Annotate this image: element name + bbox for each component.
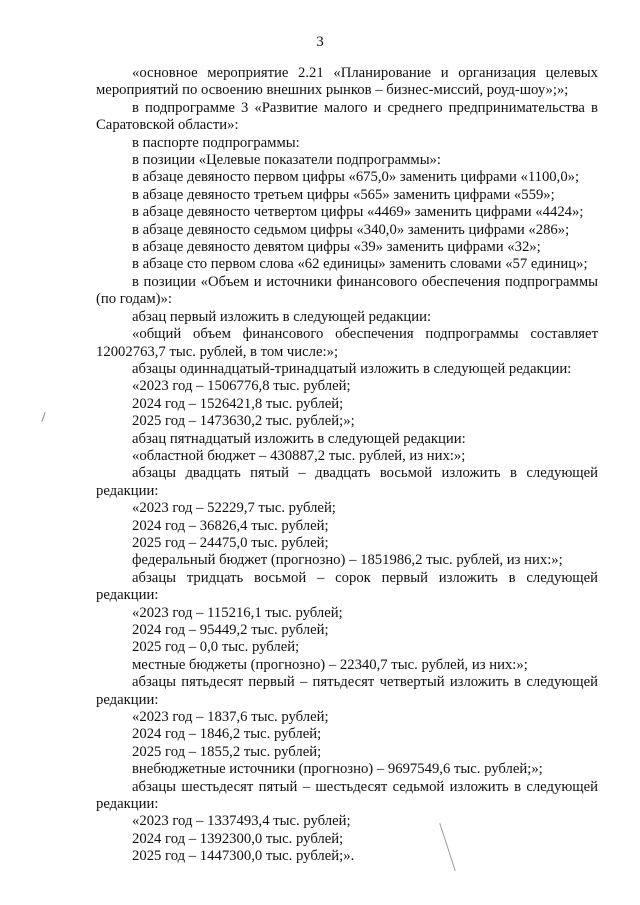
paragraph: в абзаце сто первом слова «62 единицы» заменить словами «57 единиц»; bbox=[132, 256, 588, 273]
paragraph: «общий объем финансового обеспечения подпрограммы составляет 12002763,7 тыс. рублей, в том числе:»; bbox=[96, 326, 598, 360]
paragraph: «2023 год – 1506776,8 тыс. рублей; bbox=[132, 378, 351, 395]
paragraph: 2024 год – 1392300,0 тыс. рублей; bbox=[132, 830, 344, 847]
paragraph: «основное мероприятие 2.21 «Планирование и организация целевых мероприятий по освоению внешних рынков – бизнес-миссий, роуд-шоу»;»; bbox=[96, 65, 598, 99]
paragraph: внебюджетные источники (прогнозно) – 9697549,6 тыс. рублей;»; bbox=[132, 761, 543, 778]
paragraph: абзацы двадцать пятый – двадцать восьмой изложить в следующей редакции: bbox=[96, 465, 598, 499]
paragraph: абзац пятнадцатый изложить в следующей редакции: bbox=[132, 430, 466, 447]
document-body bbox=[96, 65, 598, 866]
paragraph: 2025 год – 1447300,0 тыс. рублей;». bbox=[132, 848, 355, 865]
paragraph: в абзаце девяносто девятом цифры «39» заменить цифрами «32»; bbox=[132, 239, 541, 256]
paragraph: 2025 год – 1855,2 тыс. рублей; bbox=[132, 743, 322, 760]
paragraph: 2024 год – 1846,2 тыс. рублей; bbox=[132, 726, 322, 743]
paragraph: 2024 год – 95449,2 тыс. рублей; bbox=[132, 622, 329, 638]
paragraph: абзацы тридцать восьмой – сорок первый изложить в следующей редакции: bbox=[96, 569, 598, 604]
paragraph: «2023 год – 1837,6 тыс. рублей; bbox=[132, 709, 329, 726]
paragraph: 2025 год – 1473630,2 тыс. рублей;»; bbox=[132, 413, 355, 430]
paragraph: в позиции «Объем и источники финансового обеспечения подпрограммы (по годам)»: bbox=[96, 273, 598, 308]
paragraph: абзацы одиннадцатый-тринадцатый изложить в следующей редакции: bbox=[132, 360, 572, 377]
paragraph: «2023 год – 52229,7 тыс. рублей; bbox=[132, 500, 336, 517]
paragraph: «областной бюджет – 430887,2 тыс. рублей, из них:»; bbox=[132, 447, 466, 464]
paragraph: в абзаце девяносто четвертом цифры «4469» заменить цифрами «4424»; bbox=[132, 204, 584, 221]
paragraph: в паспорте подпрограммы: bbox=[132, 134, 300, 151]
paragraph: в абзаце девяносто первом цифры «675,0» заменить цифрами «1100,0»; bbox=[132, 169, 580, 186]
scan-artifact bbox=[41, 412, 45, 422]
paragraph: абзацы шестьдесят пятый – шестьдесят седьмой изложить в следующей редакции: bbox=[96, 778, 598, 813]
paragraph: 2024 год – 1526421,8 тыс. рублей; bbox=[132, 395, 344, 412]
page-number: 3 bbox=[316, 34, 324, 50]
paragraph: 2025 год – 0,0 тыс. рублей; bbox=[132, 639, 300, 656]
paragraph: абзац первый изложить в следующей редакции: bbox=[132, 308, 432, 325]
paragraph: 2025 год – 24475,0 тыс. рублей; bbox=[132, 534, 329, 551]
paragraph: в абзаце девяносто третьем цифры «565» заменить цифрами «559»; bbox=[132, 186, 555, 203]
paragraph: «2023 год – 1337493,4 тыс. рублей; bbox=[132, 813, 351, 830]
paragraph: местные бюджеты (прогнозно) – 22340,7 тыс. рублей, из них:»; bbox=[132, 656, 528, 673]
paragraph: 2024 год – 36826,4 тыс. рублей; bbox=[132, 517, 329, 534]
paragraph: «2023 год – 115216,1 тыс. рублей; bbox=[132, 604, 343, 621]
paragraph: в позиции «Целевые показатели подпрограммы»: bbox=[132, 152, 441, 169]
paragraph: федеральный бюджет (прогнозно) – 1851986,2 тыс. рублей, из них:»; bbox=[132, 552, 563, 569]
paragraph: в подпрограмме 3 «Развитие малого и среднего предпринимательства в Саратовской области»: bbox=[96, 99, 598, 134]
paragraph: абзацы пятьдесят первый – пятьдесят четвертый изложить в следующей редакции: bbox=[96, 674, 598, 708]
paragraph: в абзаце девяносто седьмом цифры «340,0» заменить цифрами «286»; bbox=[132, 221, 570, 238]
